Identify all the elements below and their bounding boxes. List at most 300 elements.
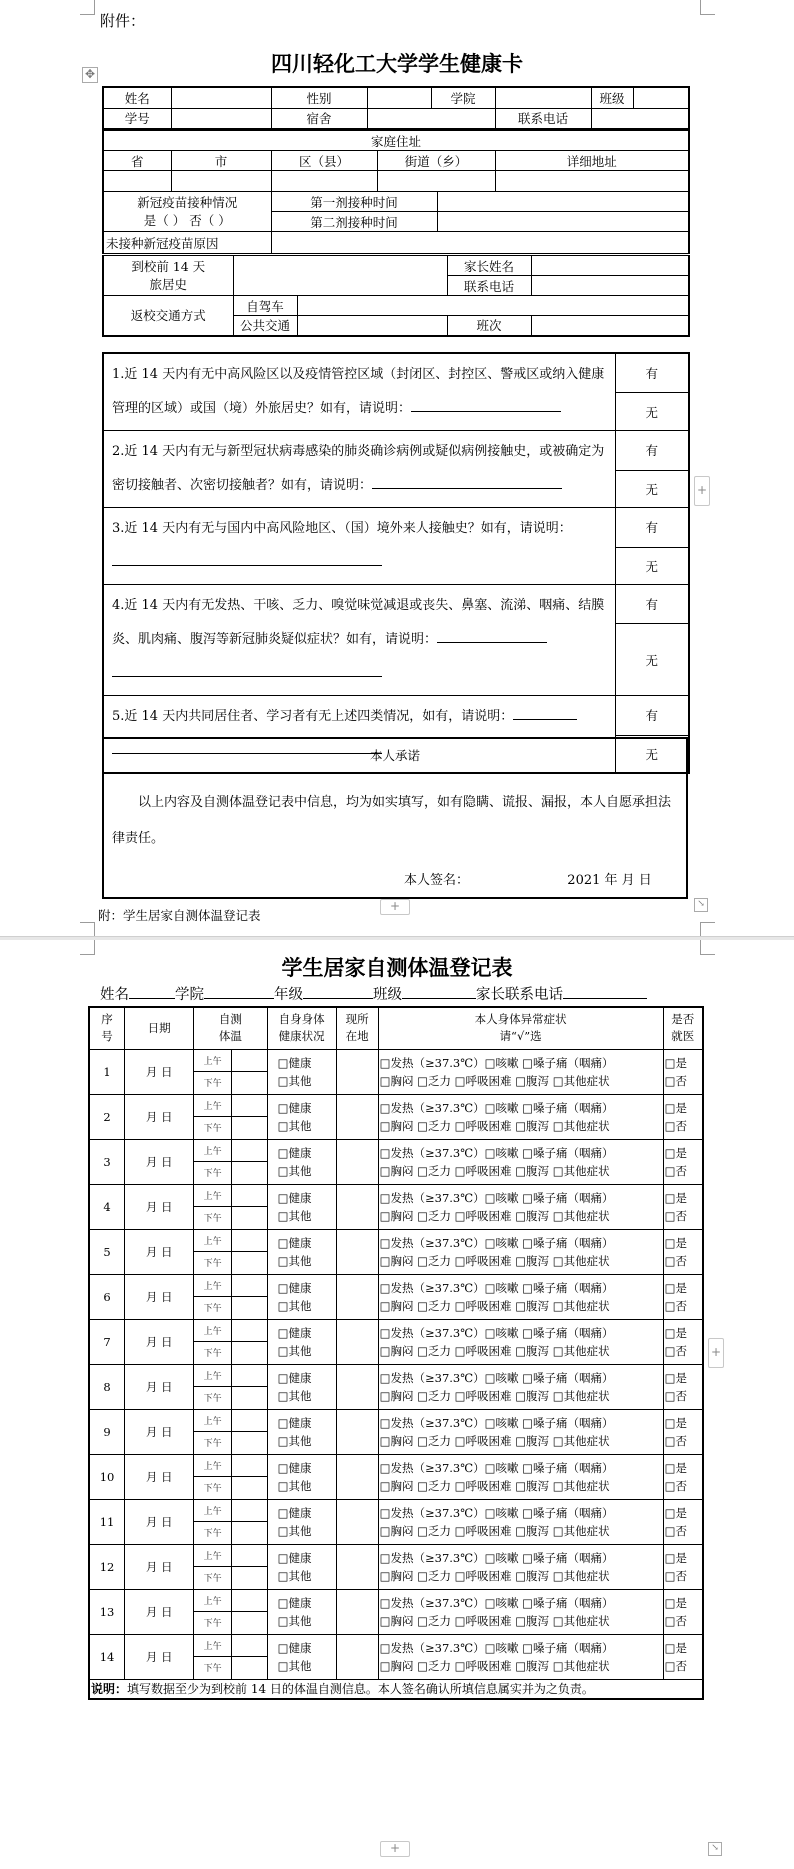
row-seq: 8 xyxy=(89,1364,125,1409)
row-location[interactable] xyxy=(336,1409,378,1454)
symptom-line-1[interactable]: □发热（≥37.3℃）□咳嗽 □嗓子痛（咽痛） xyxy=(379,1325,614,1340)
label-second-dose: 第二剂接种时间 xyxy=(271,212,437,232)
question-3 xyxy=(103,508,615,585)
health-option-other[interactable]: □其他 xyxy=(277,1523,312,1538)
row-date[interactable]: 月 日 xyxy=(125,1094,194,1139)
health-option-other[interactable]: □其他 xyxy=(277,1118,312,1133)
symptom-line-2[interactable]: □胸闷 □乏力 □呼吸困难 □腹泻 □其他症状 xyxy=(379,1658,610,1673)
row-pm-temp[interactable] xyxy=(231,1296,267,1319)
row-am-label: 上午 xyxy=(194,1544,232,1566)
row-pm-temp[interactable] xyxy=(231,1116,267,1139)
row-pm-temp[interactable] xyxy=(231,1341,267,1364)
basic-info-table xyxy=(102,86,690,130)
health-option-other[interactable]: □其他 xyxy=(277,1208,312,1223)
row-am-temp[interactable] xyxy=(231,1229,267,1251)
row-location[interactable] xyxy=(336,1499,378,1544)
signature-row xyxy=(404,871,652,891)
address-table xyxy=(102,130,690,254)
row-pm-label: 下午 xyxy=(194,1341,232,1364)
header-location-2: 在地 xyxy=(345,1029,369,1044)
field-name[interactable] xyxy=(171,87,271,108)
symptom-line-1[interactable]: □发热（≥37.3℃）□咳嗽 □嗓子痛（咽痛） xyxy=(379,1415,614,1430)
row-am-label: 上午 xyxy=(194,1409,232,1431)
health-option-healthy[interactable]: □健康 xyxy=(277,1190,312,1205)
field-dorm[interactable] xyxy=(367,108,495,129)
header-date: 日期 xyxy=(125,1007,194,1049)
health-option-healthy[interactable]: □健康 xyxy=(277,1460,312,1475)
log-note-text: 填写数据至少为到校前 14 日的体温自测信息。本人签名确认所填信息属实并为之负责。 xyxy=(127,1682,594,1697)
row-location[interactable] xyxy=(336,1274,378,1319)
doctor-option-no[interactable]: □否 xyxy=(664,1568,687,1583)
row-date[interactable]: 月 日 xyxy=(125,1274,194,1319)
row-am-temp[interactable] xyxy=(231,1364,267,1386)
symptom-line-2[interactable]: □胸闷 □乏力 □呼吸困难 □腹泻 □其他症状 xyxy=(379,1163,610,1178)
question-3-no[interactable]: 无 xyxy=(615,547,689,584)
row-location[interactable] xyxy=(336,1544,378,1589)
row-location[interactable] xyxy=(336,1229,378,1274)
field-street[interactable] xyxy=(377,171,495,192)
crop-mark xyxy=(80,0,95,15)
label-city: 市 xyxy=(171,151,271,171)
log-row xyxy=(89,1634,703,1656)
header-location-1: 现所 xyxy=(345,1012,369,1027)
log-field-college[interactable] xyxy=(204,997,274,999)
field-student-id[interactable] xyxy=(171,108,271,129)
row-location[interactable] xyxy=(336,1319,378,1364)
row-pm-label: 下午 xyxy=(194,1071,232,1094)
health-option-other[interactable]: □其他 xyxy=(277,1433,312,1448)
doctor-option-no[interactable]: □否 xyxy=(664,1523,687,1538)
row-date[interactable]: 月 日 xyxy=(125,1634,194,1679)
add-column-icon[interactable]: + xyxy=(708,1338,724,1368)
label-gender: 性别 xyxy=(271,87,367,108)
symptom-line-2[interactable]: □胸闷 □乏力 □呼吸困难 □腹泻 □其他症状 xyxy=(379,1388,610,1403)
row-location[interactable] xyxy=(336,1094,378,1139)
questions-table xyxy=(102,352,690,774)
row-am-label: 上午 xyxy=(194,1274,232,1296)
row-date[interactable]: 月 日 xyxy=(125,1184,194,1229)
symptom-line-2[interactable]: □胸闷 □乏力 □呼吸困难 □腹泻 □其他症状 xyxy=(379,1073,610,1088)
field-phone[interactable] xyxy=(591,108,689,129)
log-field-class[interactable] xyxy=(402,997,476,999)
symptom-line-1[interactable]: □发热（≥37.3℃）□咳嗽 □嗓子痛（咽痛） xyxy=(379,1055,614,1070)
row-seq: 6 xyxy=(89,1274,125,1319)
label-home-address: 家庭住址 xyxy=(103,131,689,151)
row-am-temp[interactable] xyxy=(231,1409,267,1431)
doctor-option-yes[interactable]: □是 xyxy=(664,1055,687,1070)
health-option-other[interactable]: □其他 xyxy=(277,1478,312,1493)
row-am-temp[interactable] xyxy=(231,1319,267,1341)
header-doctor-2: 就医 xyxy=(671,1029,695,1044)
symptom-line-1[interactable]: □发热（≥37.3℃）□咳嗽 □嗓子痛（咽痛） xyxy=(379,1640,614,1655)
doctor-option-no[interactable]: □否 xyxy=(664,1433,687,1448)
health-option-healthy[interactable]: □健康 xyxy=(277,1505,312,1520)
row-pm-temp[interactable] xyxy=(231,1566,267,1589)
label-street: 街道（乡） xyxy=(377,151,495,171)
symptom-line-1[interactable]: □发热（≥37.3℃）□咳嗽 □嗓子痛（咽痛） xyxy=(379,1370,614,1385)
label-college: 学院 xyxy=(431,87,495,108)
field-second-dose[interactable] xyxy=(437,212,689,232)
symptom-line-1[interactable]: □发热（≥37.3℃）□咳嗽 □嗓子痛（咽痛） xyxy=(379,1595,614,1610)
health-option-healthy[interactable]: □健康 xyxy=(277,1415,312,1430)
log-row xyxy=(89,1499,703,1521)
log-field-grade[interactable] xyxy=(303,997,373,999)
log-row xyxy=(89,1139,703,1161)
add-column-icon[interactable]: + xyxy=(694,476,710,506)
field-travel-history[interactable] xyxy=(233,256,447,296)
question-4-no[interactable]: 无 xyxy=(615,624,689,696)
row-am-label: 上午 xyxy=(194,1094,232,1116)
vaccine-yes-no[interactable]: 是（ ） 否（ ） xyxy=(143,212,231,228)
field-county[interactable] xyxy=(271,171,377,192)
doctor-option-no[interactable]: □否 xyxy=(664,1613,687,1628)
field-detail[interactable] xyxy=(495,171,689,192)
row-pm-label: 下午 xyxy=(194,1656,232,1679)
symptom-line-1[interactable]: □发热（≥37.3℃）□咳嗽 □嗓子痛（咽痛） xyxy=(379,1100,614,1115)
log-row xyxy=(89,1094,703,1116)
row-location[interactable] xyxy=(336,1634,378,1679)
doctor-option-no[interactable]: □否 xyxy=(664,1388,687,1403)
symptom-line-1[interactable]: □发热（≥37.3℃）□咳嗽 □嗓子痛（咽痛） xyxy=(379,1505,614,1520)
row-am-temp[interactable] xyxy=(231,1499,267,1521)
symptom-line-2[interactable]: □胸闷 □乏力 □呼吸困难 □腹泻 □其他症状 xyxy=(379,1118,610,1133)
log-row xyxy=(89,1319,703,1341)
crop-mark xyxy=(700,922,715,937)
question-4-answer-line-2[interactable] xyxy=(112,675,382,677)
row-am-label: 上午 xyxy=(194,1229,232,1251)
doctor-option-no[interactable]: □否 xyxy=(664,1253,687,1268)
log-info-line xyxy=(100,986,700,1004)
row-am-temp[interactable] xyxy=(231,1544,267,1566)
row-pm-label: 下午 xyxy=(194,1116,232,1139)
label-dorm: 宿舍 xyxy=(271,108,367,129)
health-option-other[interactable]: □其他 xyxy=(277,1613,312,1628)
doctor-option-yes[interactable]: □是 xyxy=(664,1280,687,1295)
row-date[interactable]: 月 日 xyxy=(125,1454,194,1499)
symptom-line-2[interactable]: □胸闷 □乏力 □呼吸困难 □腹泻 □其他症状 xyxy=(379,1478,610,1493)
row-am-temp[interactable] xyxy=(231,1454,267,1476)
header-health-1: 自身身体 xyxy=(278,1012,325,1027)
label-shift: 班次 xyxy=(447,316,531,336)
health-option-healthy[interactable]: □健康 xyxy=(277,1550,312,1565)
footer-note: 附：学生居家自测体温登记表 xyxy=(98,908,261,923)
label-travel-2: 旅居史 xyxy=(149,276,188,292)
log-title: 学生居家自测体温登记表 xyxy=(281,956,513,980)
header-temp-1: 自测 xyxy=(218,1012,242,1027)
row-date[interactable]: 月 日 xyxy=(125,1499,194,1544)
health-option-healthy[interactable]: □健康 xyxy=(277,1235,312,1250)
header-temp-2: 体温 xyxy=(218,1029,242,1044)
symptom-line-2[interactable]: □胸闷 □乏力 □呼吸困难 □腹泻 □其他症状 xyxy=(379,1343,610,1358)
symptom-line-2[interactable]: □胸闷 □乏力 □呼吸困难 □腹泻 □其他症状 xyxy=(379,1253,610,1268)
field-class[interactable] xyxy=(633,87,689,108)
label-first-dose: 第一剂接种时间 xyxy=(271,192,437,212)
row-pm-temp[interactable] xyxy=(231,1386,267,1409)
field-parent-phone[interactable] xyxy=(531,276,689,296)
crop-mark xyxy=(700,0,715,15)
row-am-label: 上午 xyxy=(194,1184,232,1206)
row-pm-label: 下午 xyxy=(194,1251,232,1274)
row-pm-temp[interactable] xyxy=(231,1161,267,1184)
doctor-option-yes[interactable]: □是 xyxy=(664,1595,687,1610)
doctor-option-yes[interactable]: □是 xyxy=(664,1100,687,1115)
question-3-yes[interactable]: 有 xyxy=(615,508,689,548)
health-option-other[interactable]: □其他 xyxy=(277,1568,312,1583)
question-4-answer-line[interactable] xyxy=(437,641,547,643)
row-seq: 11 xyxy=(89,1499,125,1544)
symptom-line-1[interactable]: □发热（≥37.3℃）□咳嗽 □嗓子痛（咽痛） xyxy=(379,1235,614,1250)
doctor-option-yes[interactable]: □是 xyxy=(664,1460,687,1475)
row-date[interactable]: 月 日 xyxy=(125,1544,194,1589)
row-seq: 12 xyxy=(89,1544,125,1589)
row-am-temp[interactable] xyxy=(231,1184,267,1206)
row-location[interactable] xyxy=(336,1454,378,1499)
row-pm-temp[interactable] xyxy=(231,1611,267,1634)
field-province[interactable] xyxy=(103,171,171,192)
header-symptoms-2: 请“√”选 xyxy=(499,1029,542,1044)
question-3-answer-line[interactable] xyxy=(112,564,382,566)
health-option-healthy[interactable]: □健康 xyxy=(277,1100,312,1115)
label-self-drive: 自驾车 xyxy=(233,296,297,316)
label-vaccine-status: 新冠疫苗接种情况 xyxy=(137,194,238,210)
row-am-label: 上午 xyxy=(194,1319,232,1341)
health-option-other[interactable]: □其他 xyxy=(277,1298,312,1313)
doctor-option-yes[interactable]: □是 xyxy=(664,1505,687,1520)
health-option-healthy[interactable]: □健康 xyxy=(277,1640,312,1655)
question-5-answer-line[interactable] xyxy=(513,718,577,720)
row-location[interactable] xyxy=(336,1139,378,1184)
row-am-label: 上午 xyxy=(194,1454,232,1476)
log-row xyxy=(89,1364,703,1386)
row-date[interactable]: 月 日 xyxy=(125,1229,194,1274)
health-option-other[interactable]: □其他 xyxy=(277,1658,312,1673)
doctor-option-yes[interactable]: □是 xyxy=(664,1550,687,1565)
symptom-line-2[interactable]: □胸闷 □乏力 □呼吸困难 □腹泻 □其他症状 xyxy=(379,1523,610,1538)
header-seq-1: 序 xyxy=(101,1012,113,1027)
signature-label: 本人签名： xyxy=(404,873,470,888)
log-row xyxy=(89,1274,703,1296)
row-location[interactable] xyxy=(336,1364,378,1409)
resize-handle-icon[interactable]: ↘ xyxy=(708,1842,722,1856)
row-pm-temp[interactable] xyxy=(231,1476,267,1499)
log-rows xyxy=(89,1049,703,1679)
question-1-yes[interactable]: 有 xyxy=(615,353,689,393)
page-temperature-log xyxy=(0,940,794,1869)
log-label-name: 姓名 xyxy=(100,987,129,1003)
row-date[interactable]: 月 日 xyxy=(125,1139,194,1184)
label-parent-phone: 联系电话 xyxy=(447,276,531,296)
row-seq: 1 xyxy=(89,1049,125,1094)
doctor-option-no[interactable]: □否 xyxy=(664,1343,687,1358)
label-county: 区（县） xyxy=(271,151,377,171)
row-location[interactable] xyxy=(336,1049,378,1094)
log-note xyxy=(89,1679,703,1699)
doctor-option-yes[interactable]: □是 xyxy=(664,1145,687,1160)
row-date[interactable]: 月 日 xyxy=(125,1409,194,1454)
symptom-line-1[interactable]: □发热（≥37.3℃）□咳嗽 □嗓子痛（咽痛） xyxy=(379,1145,614,1160)
row-seq: 3 xyxy=(89,1139,125,1184)
field-self-drive[interactable] xyxy=(297,296,689,316)
row-am-temp[interactable] xyxy=(231,1274,267,1296)
label-province: 省 xyxy=(103,151,171,171)
health-option-healthy[interactable]: □健康 xyxy=(277,1595,312,1610)
row-seq: 9 xyxy=(89,1409,125,1454)
question-4 xyxy=(103,585,615,696)
resize-handle-icon[interactable]: ↘ xyxy=(694,898,708,912)
doctor-option-no[interactable]: □否 xyxy=(664,1163,687,1178)
symptom-line-1[interactable]: □发热（≥37.3℃）□咳嗽 □嗓子痛（咽痛） xyxy=(379,1460,614,1475)
row-am-label: 上午 xyxy=(194,1499,232,1521)
field-city[interactable] xyxy=(171,171,271,192)
log-label-college: 学院 xyxy=(175,987,204,1003)
header-doctor-1: 是否 xyxy=(671,1012,695,1027)
log-row xyxy=(89,1544,703,1566)
doctor-option-yes[interactable]: □是 xyxy=(664,1235,687,1250)
row-seq: 10 xyxy=(89,1454,125,1499)
row-pm-temp[interactable] xyxy=(231,1071,267,1094)
doctor-option-no[interactable]: □否 xyxy=(664,1073,687,1088)
health-option-other[interactable]: □其他 xyxy=(277,1388,312,1403)
row-pm-label: 下午 xyxy=(194,1431,232,1454)
question-5-text: 5.近 14 天内共同居住者、学习者有无上述四类情况，如有，请说明： xyxy=(112,709,514,724)
log-field-name[interactable] xyxy=(129,997,175,999)
question-1-answer-line[interactable] xyxy=(411,410,561,412)
row-date[interactable]: 月 日 xyxy=(125,1589,194,1634)
row-date[interactable]: 月 日 xyxy=(125,1049,194,1094)
row-seq: 7 xyxy=(89,1319,125,1364)
log-label-parent-phone: 家长联系电话 xyxy=(476,987,563,1003)
question-5-no[interactable]: 无 xyxy=(615,735,689,773)
health-option-other[interactable]: □其他 xyxy=(277,1343,312,1358)
pledge-table xyxy=(102,737,688,899)
field-gender[interactable] xyxy=(367,87,431,108)
question-1 xyxy=(103,353,615,431)
question-5-yes[interactable]: 有 xyxy=(615,696,689,736)
log-row xyxy=(89,1409,703,1431)
doctor-option-no[interactable]: □否 xyxy=(664,1118,687,1133)
doctor-option-no[interactable]: □否 xyxy=(664,1298,687,1313)
travel-table xyxy=(102,255,690,337)
label-name: 姓名 xyxy=(103,87,171,108)
pledge-date: 2021 年 月 日 xyxy=(567,873,652,888)
symptom-line-2[interactable]: □胸闷 □乏力 □呼吸困难 □腹泻 □其他症状 xyxy=(379,1208,610,1223)
question-2-no[interactable]: 无 xyxy=(615,470,689,507)
label-detail: 详细地址 xyxy=(495,151,689,171)
doctor-option-no[interactable]: □否 xyxy=(664,1478,687,1493)
row-pm-temp[interactable] xyxy=(231,1656,267,1679)
label-transport: 返校交通方式 xyxy=(103,296,233,336)
symptom-line-2[interactable]: □胸闷 □乏力 □呼吸困难 □腹泻 □其他症状 xyxy=(379,1433,610,1448)
crop-mark xyxy=(80,922,95,937)
row-pm-temp[interactable] xyxy=(231,1206,267,1229)
doctor-option-yes[interactable]: □是 xyxy=(664,1325,687,1340)
question-2-answer-line[interactable] xyxy=(372,487,562,489)
row-seq: 2 xyxy=(89,1094,125,1139)
health-option-healthy[interactable]: □健康 xyxy=(277,1325,312,1340)
row-am-label: 上午 xyxy=(194,1634,232,1656)
row-seq: 14 xyxy=(89,1634,125,1679)
health-option-healthy[interactable]: □健康 xyxy=(277,1280,312,1295)
row-pm-label: 下午 xyxy=(194,1611,232,1634)
row-seq: 4 xyxy=(89,1184,125,1229)
question-1-no[interactable]: 无 xyxy=(615,393,689,431)
log-row xyxy=(89,1229,703,1251)
label-parent-name: 家长姓名 xyxy=(447,256,531,276)
table-move-handle-icon[interactable]: ✥ xyxy=(82,67,98,83)
log-row xyxy=(89,1454,703,1476)
health-option-healthy[interactable]: □健康 xyxy=(277,1370,312,1385)
row-am-temp[interactable] xyxy=(231,1589,267,1611)
question-3-text: 3.近 14 天内有无与国内中高风险地区、（国）境外来人接触史？如有，请说明： xyxy=(112,521,572,536)
row-date[interactable]: 月 日 xyxy=(125,1319,194,1364)
row-am-temp[interactable] xyxy=(231,1094,267,1116)
health-option-other[interactable]: □其他 xyxy=(277,1073,312,1088)
field-shift[interactable] xyxy=(531,316,689,336)
row-am-label: 上午 xyxy=(194,1589,232,1611)
field-not-vaccinated[interactable] xyxy=(271,232,689,254)
log-label-grade: 年级 xyxy=(274,987,303,1003)
row-pm-temp[interactable] xyxy=(231,1251,267,1274)
symptom-line-1[interactable]: □发热（≥37.3℃）□咳嗽 □嗓子痛（咽痛） xyxy=(379,1280,614,1295)
symptom-line-2[interactable]: □胸闷 □乏力 □呼吸困难 □腹泻 □其他症状 xyxy=(379,1568,610,1583)
symptom-line-2[interactable]: □胸闷 □乏力 □呼吸困难 □腹泻 □其他症状 xyxy=(379,1298,610,1313)
row-location[interactable] xyxy=(336,1589,378,1634)
doctor-option-no[interactable]: □否 xyxy=(664,1658,687,1673)
row-date[interactable]: 月 日 xyxy=(125,1364,194,1409)
row-seq: 13 xyxy=(89,1589,125,1634)
row-am-label: 上午 xyxy=(194,1139,232,1161)
log-field-parent-phone[interactable] xyxy=(563,997,647,999)
question-2-yes[interactable]: 有 xyxy=(615,431,689,471)
row-am-label: 上午 xyxy=(194,1049,232,1071)
doctor-option-no[interactable]: □否 xyxy=(664,1208,687,1223)
row-pm-label: 下午 xyxy=(194,1296,232,1319)
symptom-line-1[interactable]: □发热（≥37.3℃）□咳嗽 □嗓子痛（咽痛） xyxy=(379,1550,614,1565)
field-parent-name[interactable] xyxy=(531,256,689,276)
question-4-yes[interactable]: 有 xyxy=(615,585,689,624)
symptom-line-1[interactable]: □发热（≥37.3℃）□咳嗽 □嗓子痛（咽痛） xyxy=(379,1190,614,1205)
log-label-class: 班级 xyxy=(373,987,402,1003)
add-row-icon[interactable]: + xyxy=(380,1841,410,1857)
question-4-text: 4.近 14 天内有无发热、干咳、乏力、嗅觉味觉减退或丧失、鼻塞、流涕、咽痛、结膜炎、肌肉痛、腹泻等新冠肺炎疑似症状？如有，请说明： xyxy=(112,598,605,647)
row-seq: 5 xyxy=(89,1229,125,1274)
health-option-healthy[interactable]: □健康 xyxy=(277,1145,312,1160)
row-location[interactable] xyxy=(336,1184,378,1229)
field-first-dose[interactable] xyxy=(437,192,689,212)
doctor-option-yes[interactable]: □是 xyxy=(664,1190,687,1205)
health-option-other[interactable]: □其他 xyxy=(277,1163,312,1178)
symptom-line-2[interactable]: □胸闷 □乏力 □呼吸困难 □腹泻 □其他症状 xyxy=(379,1613,610,1628)
add-row-icon[interactable]: + xyxy=(380,899,410,915)
row-pm-label: 下午 xyxy=(194,1386,232,1409)
row-pm-temp[interactable] xyxy=(231,1521,267,1544)
row-pm-temp[interactable] xyxy=(231,1431,267,1454)
row-am-temp[interactable] xyxy=(231,1139,267,1161)
row-am-temp[interactable] xyxy=(231,1634,267,1656)
field-public-transport[interactable] xyxy=(297,316,447,336)
doctor-option-yes[interactable]: □是 xyxy=(664,1415,687,1430)
question-2 xyxy=(103,431,615,508)
doctor-option-yes[interactable]: □是 xyxy=(664,1370,687,1385)
health-option-other[interactable]: □其他 xyxy=(277,1253,312,1268)
card-title: 四川轻化工大学学生健康卡 xyxy=(271,52,523,76)
health-option-healthy[interactable]: □健康 xyxy=(277,1055,312,1070)
doctor-option-yes[interactable]: □是 xyxy=(664,1640,687,1655)
label-student-id: 学号 xyxy=(103,108,171,129)
label-not-vaccinated: 未接种新冠疫苗原因 xyxy=(103,232,271,254)
field-college[interactable] xyxy=(495,87,591,108)
row-am-temp[interactable] xyxy=(231,1049,267,1071)
